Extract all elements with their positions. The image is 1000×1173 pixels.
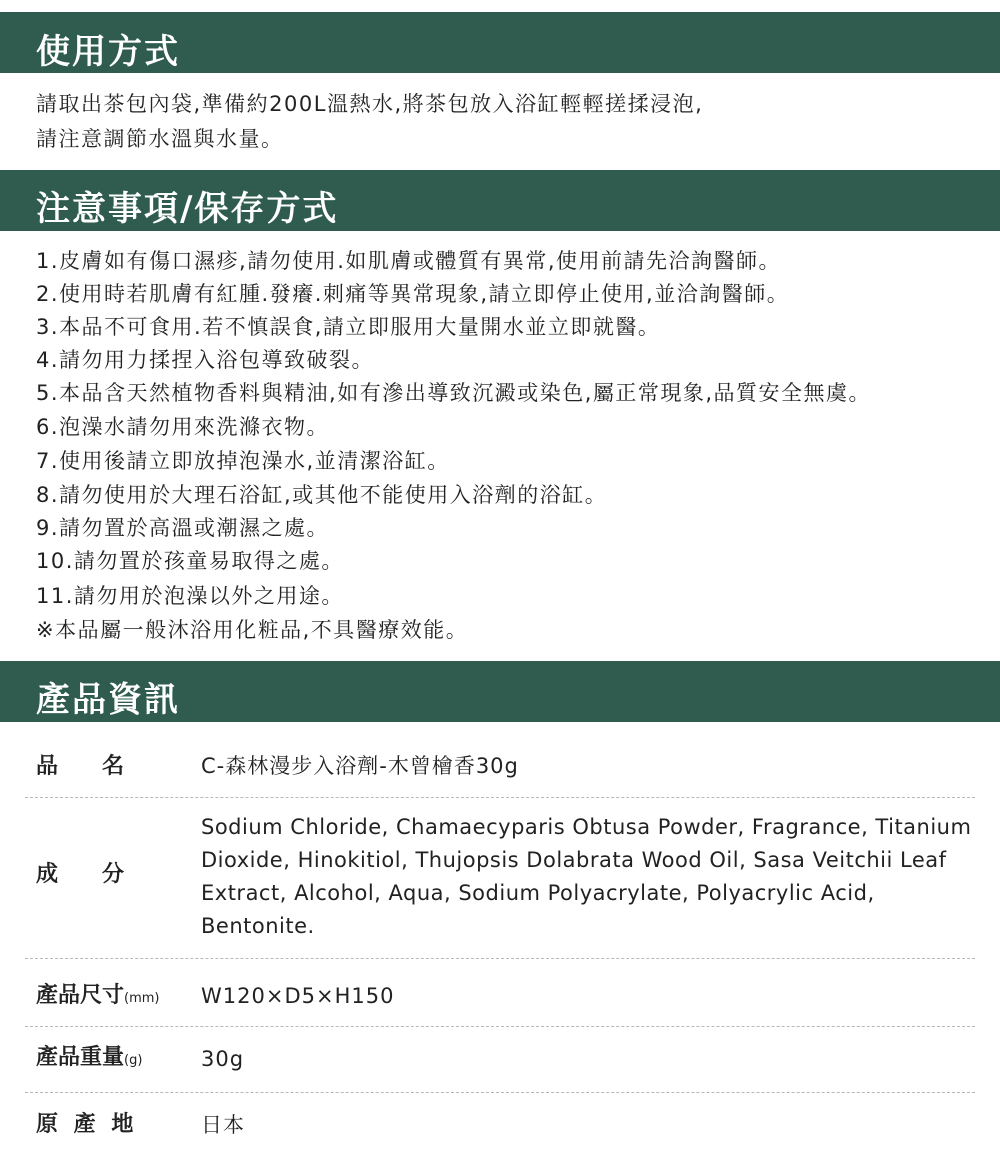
size-unit: (mm): [124, 991, 160, 1006]
size-label-text: 產品尺寸: [36, 983, 125, 1008]
usage-line-1: 請取出茶包內袋,準備約200L溫熱水,將茶包放入浴缸輕輕搓揉浸泡,: [36, 92, 704, 116]
weight-label-text: 產品重量: [36, 1045, 125, 1070]
list-item: 9.請勿置於高溫或潮濕之處。: [36, 516, 330, 540]
divider: [25, 1092, 975, 1093]
usage-header: [0, 12, 1000, 73]
list-item: 8.請勿使用於大理石浴缸,或其他不能使用入浴劑的浴缸。: [36, 483, 608, 507]
size-label: [36, 985, 160, 1007]
list-item: 4.請勿用力揉捏入浴包導致破裂。: [36, 348, 375, 372]
origin-label: 原 產 地: [36, 1112, 138, 1137]
weight-label: [36, 1047, 142, 1069]
list-item: 6.泡澡水請勿用來洗滌衣物。: [36, 415, 330, 439]
list-item: 11.請勿用於泡澡以外之用途。: [36, 584, 344, 608]
list-item: 3.本品不可食用.若不慎誤食,請立即服用大量開水並立即就醫。: [36, 315, 661, 339]
list-item: 1.皮膚如有傷口濕疹,請勿使用.如肌膚或體質有異常,使用前請先洽詢醫師。: [36, 249, 782, 273]
origin-value: 日本: [201, 1113, 245, 1137]
notes-header: [0, 170, 1000, 231]
size-value: W120×D5×H150: [201, 984, 395, 1008]
list-item: 5.本品含天然植物香料與精油,如有滲出導致沉澱或染色,屬正常現象,品質安全無虞。: [36, 381, 872, 405]
list-item: ※本品屬一般沐浴用化粧品,不具醫療效能。: [36, 618, 469, 642]
divider: [25, 797, 975, 798]
notes-title: 注意事項/保存方式: [36, 189, 339, 229]
weight-value: 30g: [201, 1047, 245, 1071]
usage-line-2: 請注意調節水溫與水量。: [36, 127, 284, 151]
divider: [25, 1026, 975, 1027]
list-item: 10.請勿置於孩童易取得之處。: [36, 549, 344, 573]
list-item: 7.使用後請立即放掉泡澡水,並清潔浴缸。: [36, 449, 450, 473]
usage-title: 使用方式: [36, 32, 180, 72]
ingredients-value: Sodium Chloride, Chamaecyparis Obtusa Powder, Fragrance, Titanium Dioxide, Hinokitiol, Thujopsis Dolabrata Wood Oil, Sasa Veitchii Leaf Extract, Alcohol, Aqua, Sodium Polyacrylate, Polyacrylic Acid, Bentonite.: [201, 815, 972, 938]
name-label: 品 名: [36, 754, 125, 779]
ingredients-label: 成 分: [36, 862, 125, 887]
name-value: C-森林漫步入浴劑-木曾檜香30g: [201, 754, 519, 778]
info-header: [0, 661, 1000, 722]
weight-unit: (g): [124, 1053, 143, 1068]
info-title: 產品資訊: [36, 680, 180, 720]
divider: [25, 958, 975, 959]
list-item: 2.使用時若肌膚有紅腫.發癢.刺痛等異常現象,請立即停止使用,並洽詢醫師。: [36, 282, 790, 306]
